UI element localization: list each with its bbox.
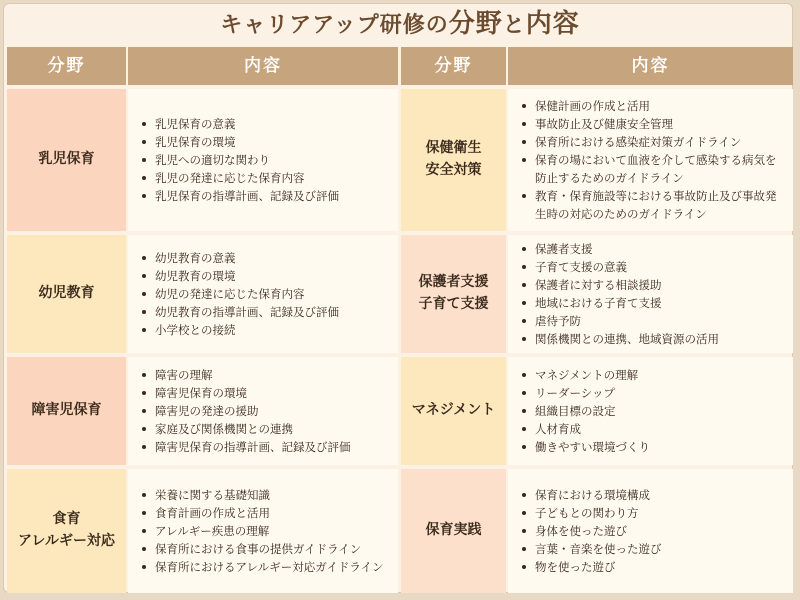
header-field-right: 分野	[401, 47, 506, 85]
title-part2: 分野	[448, 9, 503, 39]
list-item: 食育計画の作成と活用	[142, 504, 384, 522]
list-item: 幼児教育の指導計画、記録及び評価	[142, 303, 339, 321]
list-item: 虐待予防	[522, 312, 719, 330]
field-early-education: 幼児教育	[7, 235, 126, 353]
content-list	[522, 240, 719, 348]
list-item: 保護者に対する相談援助	[522, 276, 719, 294]
list-item: 保育における環境構成	[522, 486, 662, 504]
content-disability-care	[128, 357, 398, 465]
field-parent-support: 保護者支援 子育て支援	[401, 235, 506, 353]
list-item: 障害の理解	[142, 366, 351, 384]
list-item: 障害児保育の環境	[142, 384, 351, 402]
list-item: 保育所における食事の提供ガイドライン	[142, 540, 384, 558]
content-infant-care	[128, 89, 398, 231]
list-item: リーダーシップ	[522, 384, 650, 402]
content-list	[522, 366, 650, 456]
list-item: 栄養に関する基礎知識	[142, 486, 384, 504]
content-list	[522, 486, 662, 576]
list-item: マネジメントの理解	[522, 366, 650, 384]
list-item: 保育所におけるアレルギー対応ガイドライン	[142, 558, 384, 576]
list-item: 乳児保育の環境	[142, 133, 339, 151]
list-item: 乳児保育の指導計画、記録及び評価	[142, 187, 339, 205]
content-list	[142, 366, 351, 456]
content-management	[508, 357, 793, 465]
list-item: 幼児教育の環境	[142, 267, 339, 285]
field-management: マネジメント	[401, 357, 506, 465]
content-list	[142, 486, 384, 576]
field-infant-care: 乳児保育	[7, 89, 126, 231]
content-list	[142, 249, 339, 339]
list-item: 事故防止及び健康安全管理	[522, 115, 787, 133]
list-item: 乳児への適切な関わり	[142, 151, 339, 169]
list-item: 保護者支援	[522, 240, 719, 258]
list-item: 保育所における感染症対策ガイドライン	[522, 133, 787, 151]
list-item: 乳児保育の意義	[142, 115, 339, 133]
content-childcare-practice	[508, 469, 793, 593]
list-item: 働きやすい環境づくり	[522, 438, 650, 456]
list-item: 家庭及び関係機関との連携	[142, 420, 351, 438]
header-field-left: 分野	[7, 47, 126, 85]
field-health-safety: 保健衛生 安全対策	[401, 89, 506, 231]
list-item: 子どもとの関わり方	[522, 504, 662, 522]
list-item: 障害児保育の指導計画、記録及び評価	[142, 438, 351, 456]
list-item: アレルギー疾患の理解	[142, 522, 384, 540]
header-content-left: 内容	[128, 47, 398, 85]
list-item: 地域における子育て支援	[522, 294, 719, 312]
list-item: 小学校との接続	[142, 321, 339, 339]
content-health-safety	[508, 89, 793, 231]
list-item: 物を使った遊び	[522, 558, 662, 576]
list-item: 言葉・音楽を使った遊び	[522, 540, 662, 558]
header-content-right: 内容	[508, 47, 793, 85]
title-part4: 内容	[525, 9, 580, 39]
list-item: 保健計画の作成と活用	[522, 97, 787, 115]
field-food-education: 食育 アレルギー対応	[7, 469, 126, 593]
title-part1: キャリアアップ研修の	[220, 13, 449, 38]
list-item: 関係機関との連携、地域資源の活用	[522, 330, 719, 348]
list-item: 保育の場において血液を介して感染する病気を防止するためのガイドライン	[522, 151, 787, 187]
field-disability-care: 障害児保育	[7, 357, 126, 465]
list-item: 子育て支援の意義	[522, 258, 719, 276]
field-childcare-practice: 保育実践	[401, 469, 506, 593]
list-item: 乳児の発達に応じた保育内容	[142, 169, 339, 187]
page-title	[0, 4, 800, 44]
content-early-education	[128, 235, 398, 353]
list-item: 組織目標の設定	[522, 402, 650, 420]
list-item: 人材育成	[522, 420, 650, 438]
list-item: 障害児の発達の援助	[142, 402, 351, 420]
list-item: 身体を使った遊び	[522, 522, 662, 540]
content-food-education	[128, 469, 398, 593]
content-list	[142, 115, 339, 205]
list-item: 幼児教育の意義	[142, 249, 339, 267]
title-part3: と	[502, 13, 526, 38]
list-item: 教育・保育施設等における事故防止及び事故発生時の対応のためのガイドライン	[522, 187, 787, 223]
content-list	[522, 97, 787, 223]
list-item: 幼児の発達に応じた保育内容	[142, 285, 339, 303]
content-parent-support	[508, 235, 793, 353]
